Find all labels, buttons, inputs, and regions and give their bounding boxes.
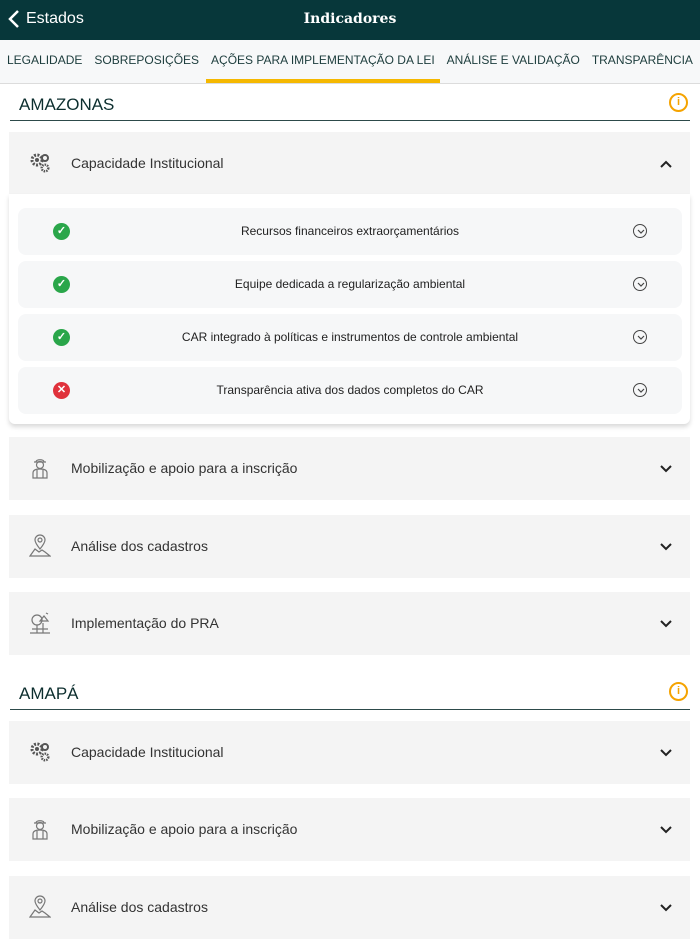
expand-circle-icon[interactable] [633, 383, 647, 397]
expand-circle-icon[interactable] [633, 277, 647, 291]
tab-transparencia[interactable]: TRANSPARÊNCIA [591, 53, 693, 67]
expand-circle-icon[interactable] [633, 224, 647, 238]
expand-circle-icon[interactable] [633, 330, 647, 344]
card-label: Implementação do PRA [71, 615, 219, 631]
nav-bar [0, 0, 700, 40]
section-header [10, 91, 690, 121]
chevron-down-icon[interactable] [660, 462, 672, 474]
indicator-card[interactable] [9, 592, 690, 655]
chevron-down-icon[interactable] [660, 901, 672, 913]
indicator-item[interactable] [18, 367, 682, 414]
indicator-item[interactable] [18, 208, 682, 255]
check-icon: ✓ [53, 329, 70, 346]
indicator-label: Recursos financeiros extraorçamentários [240, 224, 460, 238]
farmer-icon [29, 456, 51, 480]
indicator-card[interactable] [9, 132, 690, 195]
indicator-label: CAR integrado à políticas e instrumentos de controle ambiental [181, 330, 519, 344]
state-title: AMAZONAS [19, 95, 115, 114]
state-title: AMAPÁ [19, 684, 79, 703]
tab-acoes-implementacao[interactable]: AÇÕES PARA IMPLEMENTAÇÃO DA LEI [206, 40, 440, 83]
page-title: Indicadores [303, 11, 397, 27]
indicator-panel [9, 194, 690, 424]
card-label: Mobilização e apoio para a inscrição [71, 460, 298, 476]
info-icon[interactable]: i [669, 93, 688, 112]
card-label: Capacidade Institucional [71, 744, 224, 760]
tab-bar [0, 40, 700, 84]
card-label: Análise dos cadastros [71, 899, 208, 915]
info-icon[interactable]: i [669, 682, 688, 701]
card-label: Análise dos cadastros [71, 538, 208, 554]
map-pin-icon [29, 895, 51, 919]
tab-legalidade[interactable]: LEGALIDADE [7, 53, 83, 67]
indicator-item[interactable] [18, 261, 682, 308]
check-icon: ✓ [53, 276, 70, 293]
trees-icon [29, 611, 51, 635]
farmer-icon [29, 817, 51, 841]
gears-icon [29, 151, 51, 175]
indicator-card[interactable] [9, 515, 690, 578]
chevron-up-icon[interactable] [660, 157, 672, 169]
tab-analise-validacao[interactable]: ANÁLISE E VALIDAÇÃO [446, 53, 580, 67]
indicator-card[interactable] [9, 876, 690, 939]
map-pin-icon [29, 534, 51, 558]
indicator-item[interactable] [18, 314, 682, 361]
indicator-card[interactable] [9, 437, 690, 500]
chevron-down-icon[interactable] [660, 540, 672, 552]
indicator-card[interactable] [9, 798, 690, 861]
back-label: Estados [26, 10, 84, 27]
indicator-label: Equipe dedicada a regularização ambiental [234, 277, 466, 291]
x-icon: ✕ [53, 382, 70, 399]
chevron-down-icon[interactable] [660, 823, 672, 835]
chevron-down-icon[interactable] [660, 746, 672, 758]
check-icon: ✓ [53, 223, 70, 240]
card-label: Capacidade Institucional [71, 155, 224, 171]
indicator-label: Transparência ativa dos dados completos do CAR [216, 383, 484, 397]
indicator-card[interactable] [9, 721, 690, 784]
tab-sobreposicoes[interactable]: SOBREPOSIÇÕES [94, 53, 200, 67]
chevron-down-icon[interactable] [660, 617, 672, 629]
gears-icon [29, 740, 51, 764]
card-label: Mobilização e apoio para a inscrição [71, 821, 298, 837]
section-header [10, 680, 690, 710]
